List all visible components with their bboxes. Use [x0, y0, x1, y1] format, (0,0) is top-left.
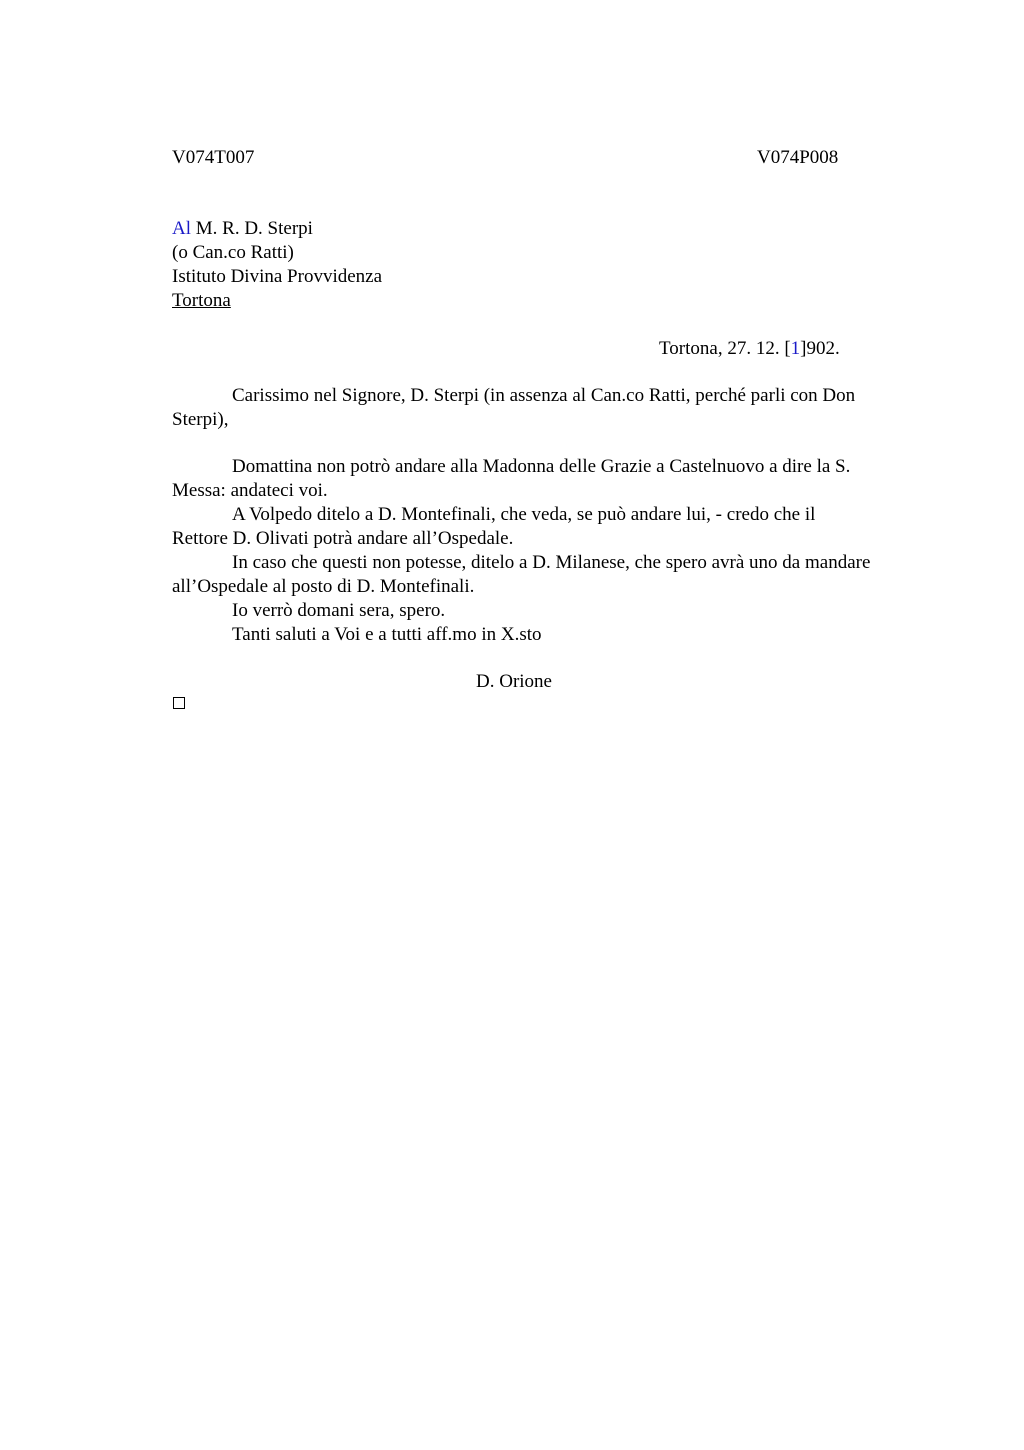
body-p1-line-2: Messa: andateci voi. — [172, 480, 328, 501]
address-recipient-name: M. R. D. Sterpi — [191, 218, 313, 239]
body-p3-line-1: In caso che questi non potesse, ditelo a D. Milanese, che spero avrà uno da mandare — [232, 552, 871, 573]
checkbox-square-icon — [173, 697, 185, 709]
signature: D. Orione — [476, 671, 552, 692]
letter-body — [172, 455, 932, 647]
letter-date — [659, 337, 840, 361]
body-p2-line-2: Rettore D. Olivati potrà andare all’Ospedale. — [172, 528, 514, 549]
greeting-line-2: Sterpi), — [172, 409, 229, 430]
body-p1-line-1: Domattina non potrò andare alla Madonna delle Grazie a Castelnuovo a dire la S. — [232, 456, 851, 477]
code-left: V074T007 — [172, 147, 255, 168]
address-line-3: Istituto Divina Provvidenza — [172, 266, 383, 287]
date-bracket-digit: 1 — [790, 338, 801, 359]
address-recipient — [172, 217, 313, 241]
date-suffix: ]902. — [800, 338, 840, 359]
greeting — [172, 384, 932, 432]
code-right: V074P008 — [757, 147, 839, 168]
address-city: Tortona — [172, 290, 231, 311]
address-line-2: (o Can.co Ratti) — [172, 242, 294, 263]
date-prefix: Tortona, 27. 12. [ — [659, 338, 791, 359]
body-p4: Io verrò domani sera, spero. — [232, 600, 446, 621]
body-p2-line-1: A Volpedo ditelo a D. Montefinali, che veda, se può andare lui, - credo che il — [232, 504, 816, 525]
greeting-line-1: Carissimo nel Signore, D. Sterpi (in assenza al Can.co Ratti, perché parli con Don — [232, 385, 856, 406]
body-p5: Tanti saluti a Voi e a tutti aff.mo in X.sto — [232, 624, 542, 645]
address-prefix: Al — [172, 218, 191, 239]
body-p3-line-2: all’Ospedale al posto di D. Montefinali. — [172, 576, 475, 597]
